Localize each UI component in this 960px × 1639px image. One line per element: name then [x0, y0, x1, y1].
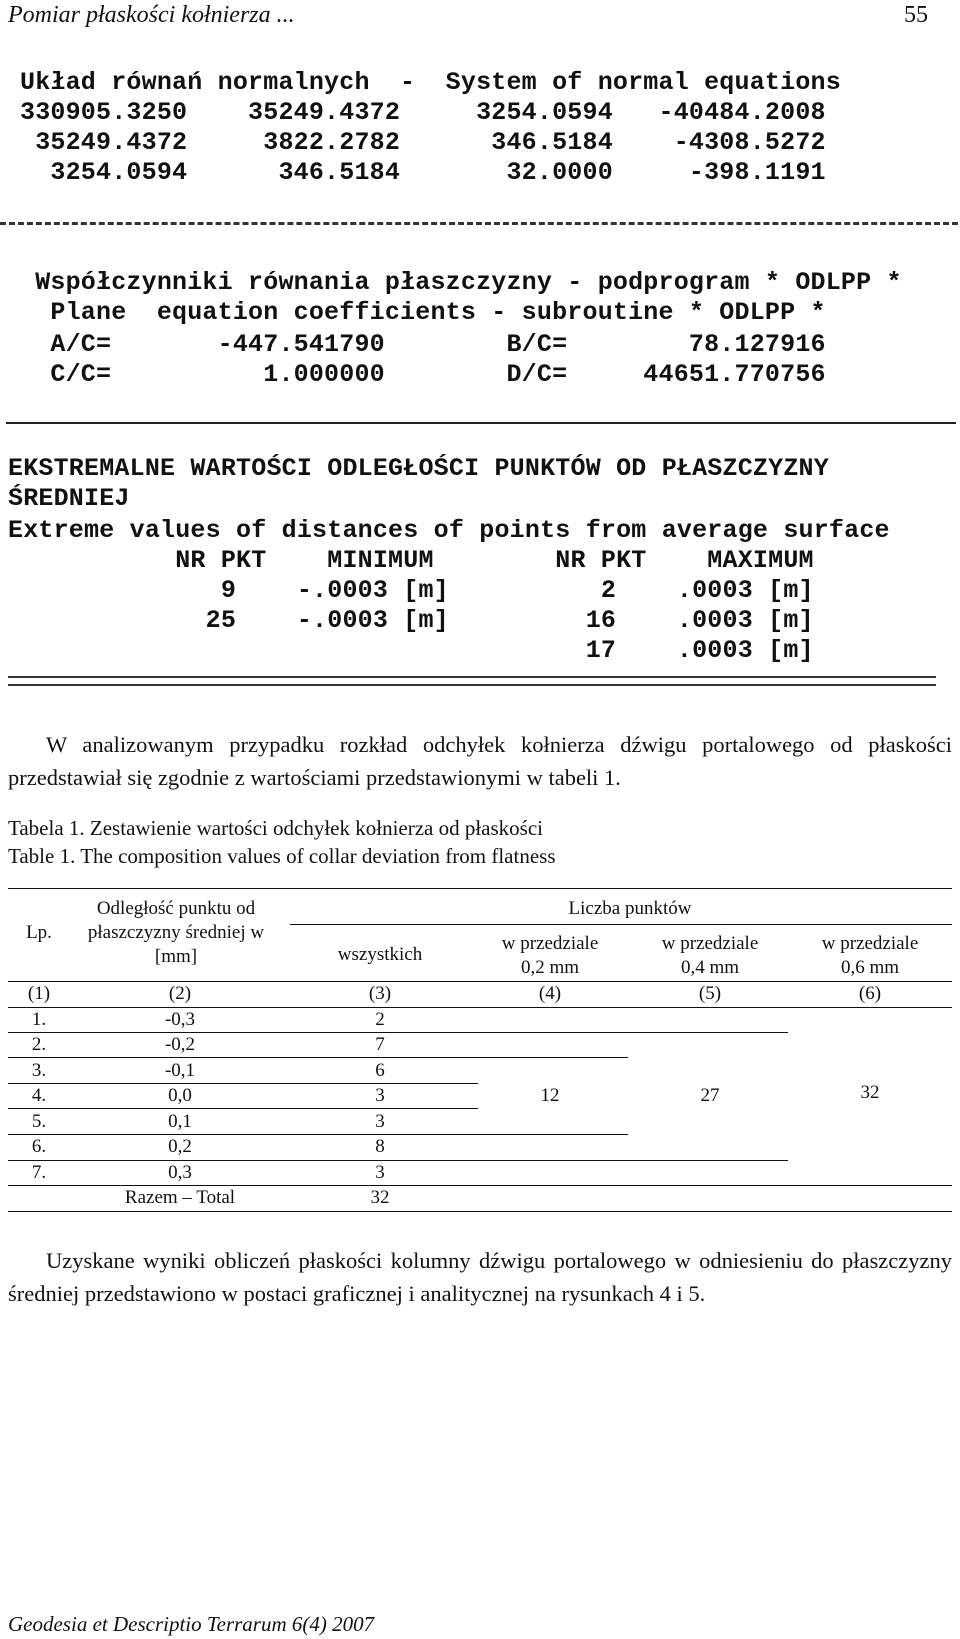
row-distance: -0,1	[164, 1060, 196, 1081]
header-range-04: w przedziale 0,4 mm	[661, 933, 759, 978]
row-distance: 0,2	[168, 1136, 192, 1157]
row-rule	[8, 1032, 788, 1033]
row-rule	[8, 1160, 788, 1161]
row-all: 2	[375, 1009, 385, 1030]
extreme-row-1: 9 -.0003 [m] 2 .0003 [m]	[8, 576, 814, 605]
row-all: 7	[375, 1034, 385, 1055]
row-distance: 0,3	[168, 1162, 192, 1183]
row-distance: -0,3	[164, 1009, 196, 1030]
paragraph-2: Uzyskane wyniki obliczeń płaskości kolumny dźwigu portalowego w odniesieniu do płaszczyzny średniej przedstawiono w postaci graficznej i analitycznej na rysunkach 4 i 5.	[8, 1248, 952, 1306]
colnum-5: (5)	[698, 983, 722, 1004]
table-caption-pl: Tabela 1. Zestawienie wartości odchyłek kołnierza od płaskości	[8, 816, 544, 840]
row-rule	[8, 1057, 628, 1058]
total-value: 32	[370, 1187, 390, 1208]
row-rule	[8, 1108, 478, 1109]
double-separator	[8, 676, 936, 686]
table-top-rule	[8, 888, 952, 889]
system-row-1: 330905.3250 35249.4372 3254.0594 -40484.2008	[20, 98, 826, 127]
row-lp: 1.	[31, 1009, 47, 1030]
running-header-title: Pomiar płaskości kołnierza ...	[8, 2, 295, 28]
row-lp: 6.	[31, 1136, 47, 1157]
range-06-value: 32	[860, 1082, 880, 1103]
table-bottom-rule	[8, 1211, 952, 1212]
coefficients-title: Współczynniki równania płaszczyzny - podprogram * ODLPP *	[20, 268, 902, 297]
extreme-row-3: 17 .0003 [m]	[8, 636, 814, 665]
table-colnum-rule	[8, 1007, 952, 1008]
row-lp: 2.	[31, 1034, 47, 1055]
row-lp: 7.	[31, 1162, 47, 1183]
colnum-6: (6)	[858, 983, 882, 1004]
range-02-value: 12	[540, 1085, 560, 1106]
system-row-2: 35249.4372 3822.2782 346.5184 -4308.5272	[20, 128, 826, 157]
system-row-3: 3254.0594 346.5184 32.0000 -398.1191	[20, 158, 826, 187]
header-range-06: w przedziale 0,6 mm	[821, 933, 919, 978]
header-lp: Lp.	[26, 922, 52, 943]
header-range-02: w przedziale 0,2 mm	[501, 933, 599, 978]
table-caption-en: Table 1. The composition values of collar deviation from flatness	[8, 844, 556, 868]
extreme-row-2: 25 -.0003 [m] 16 .0003 [m]	[8, 606, 814, 635]
range-04-value: 27	[700, 1085, 720, 1106]
row-all: 3	[375, 1111, 385, 1132]
solid-separator	[6, 422, 956, 424]
system-title: Układ równań normalnych - System of normal equations	[20, 68, 841, 97]
extreme-subtitle: Extreme values of distances of points from average surface	[8, 516, 890, 545]
row-distance: 0,0	[168, 1085, 192, 1106]
extreme-title: EKSTREMALNE WARTOŚCI ODLEGŁOŚCI PUNKTÓW OD PŁASZCZYZNY	[8, 454, 829, 483]
table-header-rule	[8, 981, 952, 982]
paragraph-1: W analizowanym przypadku rozkład odchyłek kołnierza dźwigu portalowego od płaskości przedstawiał się zgodnie z wartościami przedstawionymi w tabeli 1.	[8, 732, 952, 790]
coefficients-row-1: A/C= -447.541790 B/C= 78.127916	[20, 330, 826, 359]
row-lp: 4.	[31, 1085, 47, 1106]
row-distance: -0,2	[164, 1034, 196, 1055]
colnum-4: (4)	[538, 983, 562, 1004]
row-distance: 0,1	[168, 1111, 192, 1132]
journal-footer: Geodesia et Descriptio Terrarum 6(4) 2007	[8, 1612, 375, 1636]
row-all: 3	[375, 1162, 385, 1183]
header-all: wszystkich	[337, 944, 423, 965]
colnum-2: (2)	[168, 983, 192, 1004]
table-sub-rule	[290, 924, 952, 925]
row-rule	[8, 1134, 628, 1135]
row-all: 8	[375, 1136, 385, 1157]
extreme-title-cont: ŚREDNIEJ	[8, 484, 130, 513]
extreme-header: NR PKT MINIMUM NR PKT MAXIMUM	[8, 546, 814, 575]
row-rule	[8, 1185, 952, 1186]
row-lp: 5.	[31, 1111, 47, 1132]
row-rule	[8, 1083, 478, 1084]
dashed-separator	[0, 222, 958, 225]
row-all: 6	[375, 1060, 385, 1081]
header-count: Liczba punktów	[568, 898, 692, 919]
coefficients-subtitle: Plane equation coefficients - subroutine * ODLPP *	[20, 298, 826, 327]
total-label: Razem – Total	[124, 1187, 236, 1208]
coefficients-row-2: C/C= 1.000000 D/C= 44651.770756	[20, 360, 826, 389]
row-all: 3	[375, 1085, 385, 1106]
colnum-1: (1)	[27, 983, 51, 1004]
colnum-3: (3)	[368, 983, 392, 1004]
row-lp: 3.	[31, 1060, 47, 1081]
header-distance: Odległość punktu od płaszczyzny średniej w [mm]	[87, 898, 265, 967]
page-number: 55	[904, 2, 928, 28]
